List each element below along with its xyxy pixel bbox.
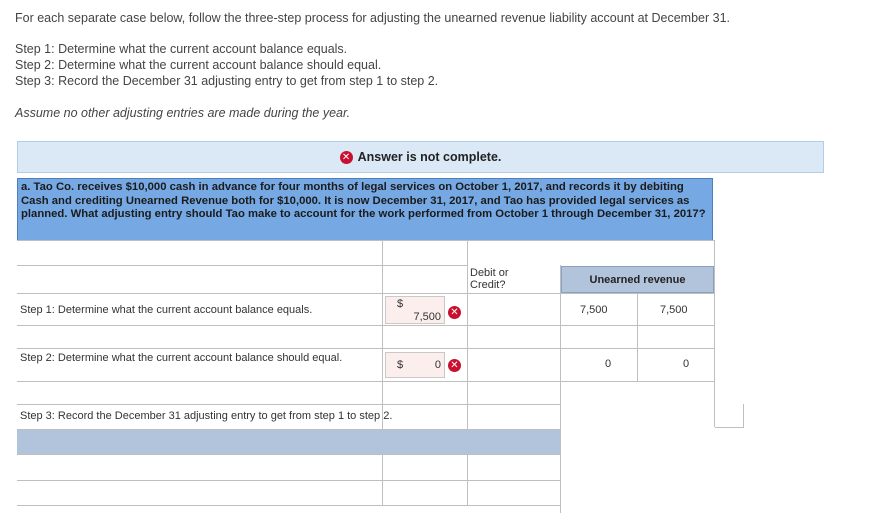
assumption-note: Assume no other adjusting entries are made during the year. — [15, 106, 351, 120]
currency-symbol: $ — [397, 298, 404, 310]
step3-label: Step 3: Record the December 31 adjusting entry to get from step 1 to step 2. — [20, 410, 393, 422]
question-text: a. Tao Co. receives $10,000 cash in advance for four months of legal services on October 1, 2017, and records it by debiting Cash and crediting Unearned Revenue both for $10,000. It is now December 31, 2017, and Tao has provided legal services as planned. What adjusting entry should Tao make to account for the work performed from October 1 through December 31, 2017? — [17, 178, 713, 241]
unearned-revenue-label: Unearned revenue — [589, 273, 686, 286]
grid-line — [17, 348, 715, 349]
step2-right-value: 0 — [683, 358, 690, 370]
step2-label: Step 2: Determine what the current account balance should equal. — [20, 352, 343, 364]
grid-line — [382, 240, 383, 430]
grid-line — [17, 240, 715, 241]
step1-label: Step 1: Determine what the current account balance equals. — [20, 304, 313, 316]
answer-status-banner — [17, 141, 824, 173]
grid-line — [467, 240, 468, 430]
grid-line — [560, 265, 561, 513]
step2-amount-input[interactable] — [385, 352, 445, 378]
grid-line — [743, 404, 744, 428]
step2-instruction: Step 2: Determine what the current account balance should equal. — [15, 58, 382, 72]
grid-line — [637, 293, 638, 381]
step2-amount-value: 0 — [434, 359, 441, 371]
incorrect-x-icon: ✕ — [448, 359, 461, 372]
step1-left-value: 7,500 — [580, 304, 608, 316]
grid-line — [467, 454, 468, 505]
step2-left-value: 0 — [605, 358, 612, 370]
grid-line — [17, 404, 560, 405]
grid-line — [715, 427, 744, 428]
grid-line — [714, 240, 715, 427]
incorrect-x-icon: ✕ — [448, 306, 461, 319]
step1-amount-value: 7,500 — [413, 311, 441, 323]
journal-header-row — [17, 430, 560, 454]
grid-line — [17, 480, 560, 481]
answer-status-text: Answer is not complete. — [357, 150, 502, 164]
step1-amount-input[interactable] — [385, 296, 445, 324]
step1-instruction: Step 1: Determine what the current account balance equals. — [15, 42, 348, 56]
grid-line — [382, 454, 383, 505]
grid-line — [17, 505, 560, 506]
debit-credit-header: Debit or Credit? — [470, 267, 509, 291]
currency-symbol: $ — [397, 359, 404, 371]
grid-line — [17, 381, 715, 382]
instructions-text: For each separate case below, follow the three-step process for adjusting the unearned revenue liability account at December 31. — [15, 11, 730, 25]
unearned-revenue-header — [561, 266, 714, 293]
grid-line — [17, 325, 715, 326]
grid-line — [17, 293, 715, 294]
grid-line — [17, 454, 560, 455]
step3-instruction: Step 3: Record the December 31 adjusting entry to get from step 1 to step 2. — [15, 74, 439, 88]
error-x-icon: ✕ — [340, 151, 353, 164]
step1-right-value: 7,500 — [660, 304, 688, 316]
grid-line — [17, 265, 467, 266]
